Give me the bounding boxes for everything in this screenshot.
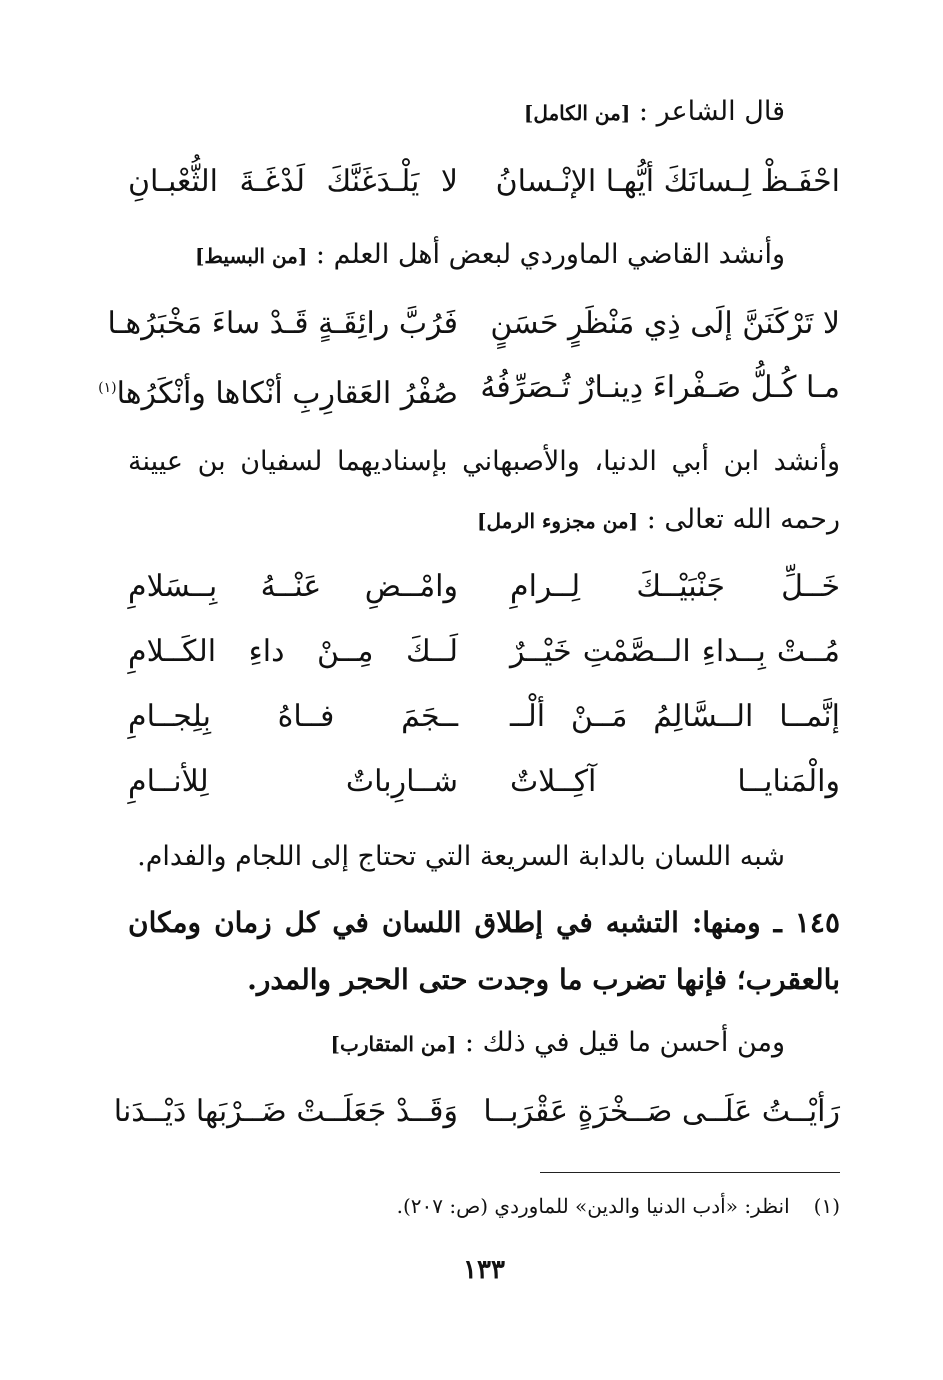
meter-tag: [من البسيط]: [194, 244, 308, 268]
verse-first-hemistich: خَــلِّ جَنْبَيْــكَ لِــرامِ: [510, 569, 840, 604]
verse: [128, 760, 840, 804]
intro-text: قال الشاعر :: [630, 96, 785, 127]
verse-hemistich-text: صُفْرُ العَقارِبِ أنْكاها وأنْكَرُها: [116, 376, 458, 411]
verse-second-hemistich: وامْــضِ عَنْــهُ بِــسَلامِ: [128, 569, 458, 604]
meter-tag: [من المتقارب]: [330, 1032, 457, 1056]
meter-tag: [من الكامل]: [523, 101, 631, 125]
footnote-number: (١): [813, 1194, 840, 1218]
verse: [128, 160, 840, 204]
verse-first-hemistich: لا تَرْكَنَنَّ إلَى ذِي مَنْظَرٍ حَسَنٍ: [490, 306, 840, 341]
verse: [128, 630, 840, 674]
footnote-reference[interactable]: (١): [98, 380, 117, 396]
verse-first-hemistich: رَأيْــتُ عَلَــى صَــخْرَةٍ عَقْرَبــا: [483, 1094, 840, 1129]
verse-first-hemistich: إنَّمــا الــسَّالِمُ مَــنْ ألْــ: [510, 699, 840, 734]
verse-first-hemistich: والْمَنايــا آكِــلاتٌ: [510, 764, 840, 799]
section-heading-line: ١٤٥ ـ ومنها: التشبه في إطلاق اللسان في كل زمان ومكان: [128, 906, 840, 939]
verse: [107, 302, 840, 346]
verse-second-hemistich: [98, 366, 458, 416]
intro-text: ومن أحسن ما قيل في ذلك :: [456, 1027, 785, 1058]
verse-second-hemistich: شــارِباتٌ لِلأنــامِ: [128, 764, 458, 799]
page-number: ١٣٣: [463, 1255, 505, 1285]
intro-line: [128, 92, 840, 133]
intro-line: [128, 500, 840, 541]
intro-text: وأنشد القاضي الماوردي لبعض أهل العلم :: [307, 239, 785, 270]
verse-first-hemistich: مُــتْ بِــداءِ الــصَّمْتِ خَيْــرٌ: [510, 634, 840, 669]
verse: [128, 695, 840, 739]
meter-tag: [من مجزوء الرمل]: [477, 509, 639, 533]
verse-second-hemistich: وَقَــدْ جَعَلَــتْ ضَــرْبَها دَيْــدَنا: [113, 1094, 458, 1129]
intro-line: [128, 1023, 840, 1064]
footnote-divider: [540, 1172, 840, 1173]
commentary-paragraph: شبه اللسان بالدابة السريعة التي تحتاج إلى اللجام والفدام.: [137, 841, 785, 872]
intro-line: وأنشد ابن أبي الدنيا، والأصبهاني بإسناديهما لسفيان بن عيينة: [128, 446, 840, 477]
verse-second-hemistich: لَــكَ مِــنْ داءِ الكَــلامِ: [128, 634, 458, 669]
verse: [98, 366, 840, 411]
verse-first-hemistich: مـا كُـلُّ صَـفْراءَ دِينـارٌ تُـصَرِّفُهُ: [480, 370, 840, 405]
intro-line: [128, 235, 840, 276]
intro-text: رحمه الله تعالى :: [638, 504, 840, 535]
verse: [128, 565, 840, 609]
footnote: [128, 1190, 840, 1222]
book-page: [98, 90, 840, 1350]
verse-second-hemistich: فَرُبَّ رائِقَـةٍ قَـدْ ساءَ مَخْبَرُهـا: [107, 306, 458, 341]
footnote-text: انظر: «أدب الدنيا والدين» للماوردي (ص: ٢٠٧).: [396, 1194, 790, 1218]
verse-second-hemistich: لا يَلْـدَغَنَّكَ لَدْغَـةَ الثُّعْبـانِ: [128, 164, 458, 199]
verse: [113, 1090, 840, 1134]
verse-first-hemistich: احْفَـظْ لِـسانَكَ أيُّهـا الإنْـسانُ: [495, 164, 840, 199]
section-heading-line: بالعقرب؛ فإنها تضرب ما وجدت حتى الحجر والمدر.: [247, 963, 840, 996]
verse-second-hemistich: ــجَمَ فــاهُ بِلِجــامِ: [128, 699, 458, 734]
